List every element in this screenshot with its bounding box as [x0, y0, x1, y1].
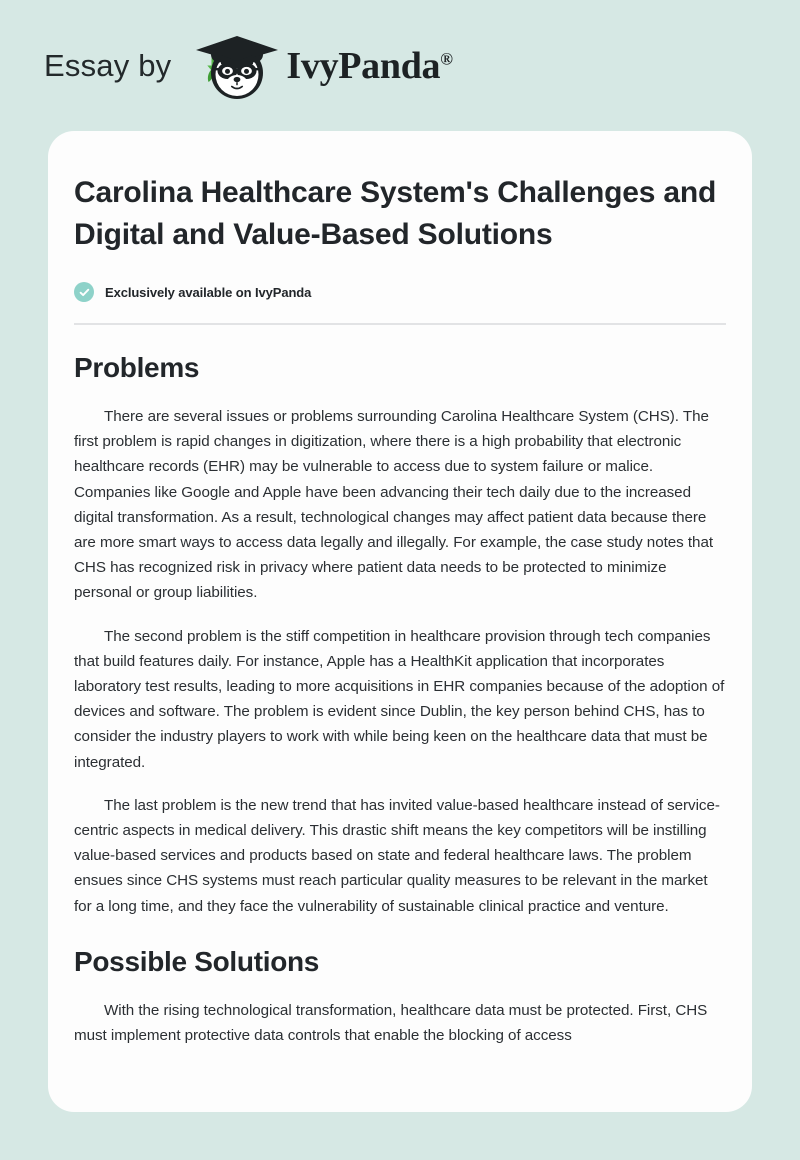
page-title: Carolina Healthcare System's Challenges and Digital and Value-Based Solutions	[74, 176, 717, 251]
check-circle-icon	[74, 282, 94, 302]
paragraph: The second problem is the stiff competition in healthcare provision through tech companies that build features daily. For instance, Apple has a HealthKit application that incorporates laboratory test results, leading to more acquisitions in EHR companies because of the adoption of devices and software. The problem is evident since Dublin, the key person behind CHS, has to consider the industry players to work with while being keen on the healthcare data that must be integrated.	[74, 627, 725, 771]
section-heading-problems: Problems	[74, 352, 200, 383]
brand-name-text: IvyPanda	[286, 44, 441, 87]
paragraph: There are several issues or problems surrounding Carolina Healthcare System (CHS). The first problem is rapid changes in digitization, where there is a high probability that electronic healthcare records (EHR) may be vulnerable to access due to system failure or malice. Companies like Google and Apple have been advancing their tech daily due to the increased digital transformation. As a result, technological changes may affect patient data because there are more smart ways to access data legally and illegally. For example, the case study notes that CHS has recognized risk in privacy where patient data needs to be protected to minimize personal or group liabilities.	[74, 408, 714, 602]
ivypanda-logo-link[interactable]	[188, 28, 452, 104]
panda-graduate-logo-icon	[188, 28, 284, 104]
title-divider	[74, 323, 726, 325]
exclusive-badge-label: Exclusively available on IvyPanda	[105, 284, 312, 300]
essay-paper-card	[48, 131, 752, 1112]
exclusive-badge	[74, 282, 726, 302]
paragraph: The last problem is the new trend that has invited value-based healthcare instead of service-centric aspects in medical delivery. This drastic shift means the key competitors will be instilling value-based services and products based on state and federal healthcare laws. The problem ensues since CHS systems must reach particular quality measures to be relevant in the market for a long time, and they face the vulnerability of sustainable clinical practice and venture.	[74, 796, 720, 915]
section-heading-possible-solutions: Possible Solutions	[74, 945, 320, 977]
brand-header	[0, 0, 800, 131]
ivypanda-wordmark	[286, 44, 453, 87]
paragraph: With the rising technological transformation, healthcare data must be protected. First, CHS must implement protective data controls that enable the blocking of access	[74, 1001, 708, 1045]
registered-mark: ®	[440, 48, 453, 68]
essay-by-label: Essay by	[44, 48, 172, 83]
